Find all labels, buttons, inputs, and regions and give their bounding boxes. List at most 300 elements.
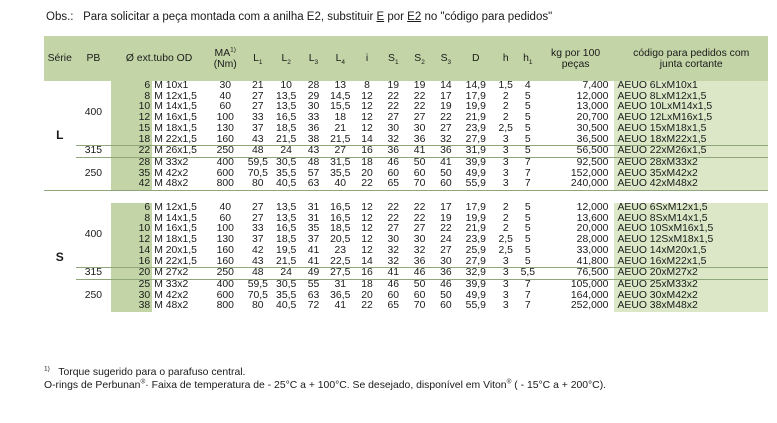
cell-s3: 22	[440, 112, 452, 124]
cell-s1: 27	[387, 112, 400, 124]
cell-ma: 600	[216, 289, 234, 301]
cell-i: 12	[361, 90, 373, 102]
footnote-1-text: Torque sugerido para o parafuso central.	[58, 367, 246, 378]
footnote-2-b: · Faixa de temperatura de - 25°C a + 100°C. Se desejado, disponível em Viton	[145, 380, 507, 391]
cell-l2: 40,5	[276, 300, 297, 312]
col-h1-sub: 1	[528, 59, 533, 67]
cell-h: 3	[493, 268, 519, 280]
col-l3-sub: 3	[314, 59, 319, 67]
cell-l4: 31,5	[327, 157, 354, 168]
pb-cell: 400	[84, 106, 103, 118]
cell-d: 32,9	[459, 268, 493, 280]
pb-cell: 315	[76, 146, 112, 158]
cell-od: 30	[111, 291, 152, 302]
cell-kg: 36,500	[576, 133, 609, 145]
cell-s3: 60	[440, 300, 452, 312]
col-h1-label: h	[523, 53, 529, 64]
cell-i: 12	[361, 202, 373, 214]
cell-l4: 27	[327, 146, 354, 158]
cell-code: AEUO 6LxM10x1	[614, 81, 768, 92]
cell-l1: 48	[244, 146, 272, 158]
table-body	[44, 81, 768, 312]
cell-i: 12	[361, 234, 373, 246]
cell-s2: 30	[413, 122, 426, 134]
cell-i: 12	[361, 223, 373, 235]
footnote-2-reg2: ®	[506, 378, 512, 386]
cell-g: M 16x1,5	[154, 112, 197, 124]
col-h1	[519, 36, 537, 81]
cell-g: M 48x2	[154, 178, 189, 190]
cell-l4: 18,5	[330, 223, 351, 235]
cell-d: 21,9	[465, 112, 486, 124]
cell-d: 39,9	[459, 279, 493, 290]
cell-od: 10	[111, 102, 152, 113]
footnote-2-a: O-rings de Perbunan	[44, 380, 141, 391]
col-s3-label: S	[440, 53, 448, 64]
cell-i: 12	[361, 112, 373, 124]
cell-h1: 7	[524, 167, 531, 179]
cell-d: 19,9	[465, 212, 486, 224]
col-kg	[537, 36, 615, 81]
cell-d: 19,9	[465, 101, 486, 113]
cell-l2: 16,5	[276, 223, 297, 235]
cell-code: AEUO 25xM33x2	[614, 279, 768, 290]
col-s2	[406, 36, 432, 81]
cell-s3: 22	[440, 223, 452, 235]
cell-i: 12	[361, 122, 373, 134]
cell-kg: 7,400	[582, 80, 609, 91]
pb-cell: 250	[76, 279, 112, 312]
cell-l1: 59,5	[244, 279, 272, 290]
cell-s2: 32	[413, 244, 426, 256]
cell-l2: 13,5	[276, 212, 297, 224]
cell-l2: 18,5	[276, 234, 297, 246]
cell-l3: 31	[307, 212, 320, 224]
cell-i: 18	[354, 279, 380, 290]
cell-l1: 80	[252, 300, 264, 312]
cell-kg: 56,500	[537, 146, 615, 158]
cell-s3: 24	[440, 234, 452, 246]
footnote-1-marker: 1)	[44, 365, 50, 373]
cell-kg: 12,000	[576, 90, 609, 102]
cell-d: 14,9	[465, 80, 486, 91]
cell-d: 17,9	[465, 90, 486, 102]
cell-d: 21,9	[465, 223, 486, 235]
cell-l2: 24	[272, 268, 300, 280]
cell-ma: 160	[216, 133, 234, 145]
cell-g: M 20x1,5	[154, 244, 197, 256]
obs-prefix: Obs.:	[46, 11, 74, 23]
cell-l2: 13,5	[276, 202, 297, 214]
cell-s1: 60	[387, 167, 400, 179]
cell-l1: 37	[252, 234, 264, 246]
cell-l2: 30,5	[272, 279, 300, 290]
cell-l1: 80	[252, 178, 264, 190]
cell-l3: 36	[307, 122, 320, 134]
cell-od: 35	[111, 169, 152, 180]
cell-kg: 41,800	[576, 255, 609, 267]
obs-text-1: Para solicitar a peça montada com a anilha E2, substituir	[83, 11, 377, 23]
cell-s2: 22	[413, 101, 426, 113]
cell-l4: 36,5	[330, 289, 351, 301]
cell-l1: 37	[252, 122, 264, 134]
cell-g: M 12x1,5	[154, 202, 197, 214]
cell-od: 42	[111, 179, 152, 190]
cell-h: 1,5	[498, 80, 513, 91]
col-pb: PB	[76, 36, 112, 81]
cell-i: 22	[361, 300, 373, 312]
cell-code: AEUO 22xM26x1,5	[614, 146, 768, 158]
cell-s2: 70	[413, 300, 426, 312]
col-h: h	[493, 36, 519, 81]
cell-l1: 43	[252, 255, 264, 267]
col-s3-sub: 3	[447, 59, 452, 67]
cell-d: 31,9	[459, 146, 493, 158]
cell-code: AEUO 12LxM16x1,5	[614, 113, 768, 124]
table-row	[44, 157, 768, 168]
col-l4-label: L	[335, 53, 342, 64]
cell-kg: 240,000	[570, 178, 609, 190]
col-l2	[272, 36, 300, 81]
col-ma-unit: (Nm)	[213, 58, 237, 70]
cell-s3: 30	[440, 255, 452, 267]
cell-l3: 63	[307, 289, 320, 301]
cell-od: 28	[111, 157, 152, 168]
cell-l2: 24	[272, 146, 300, 158]
cell-g: M 16x1,5	[154, 223, 197, 235]
obs-text-3: no "código para pedidos"	[421, 11, 553, 23]
cell-l3: 48	[300, 157, 326, 168]
cell-l3: 29	[307, 90, 320, 102]
cell-d: 17,9	[465, 202, 486, 214]
cell-l3: 28	[307, 80, 320, 91]
cell-g: M 10x1	[154, 80, 189, 91]
cell-s2: 27	[413, 223, 426, 235]
cell-h: 3	[493, 157, 519, 168]
cell-l4: 23	[334, 244, 347, 256]
cell-s2: 36	[413, 255, 426, 267]
footnote-2-reg: ®	[140, 378, 146, 386]
cell-od: 25	[111, 279, 152, 290]
cell-s2: 46	[406, 268, 432, 280]
cell-h1: 5	[524, 122, 531, 134]
cell-s1: 46	[380, 157, 406, 168]
table-row	[44, 124, 768, 135]
cell-g: M 26x1,5	[152, 146, 207, 158]
col-s1-sub: 1	[394, 59, 399, 67]
cell-h1: 5	[524, 90, 531, 102]
cell-l2: 18,5	[276, 122, 297, 134]
cell-ma: 30	[219, 80, 232, 91]
cell-od: 6	[111, 81, 152, 92]
cell-od: 6	[111, 203, 152, 214]
cell-d: 25,9	[465, 244, 486, 256]
cell-l1: 42	[252, 244, 264, 256]
footnote-2-c: ( - 15°C a + 200°C).	[511, 380, 607, 391]
cell-od: 18	[111, 135, 152, 146]
cell-h1: 5	[524, 202, 531, 214]
cell-s3: 41	[433, 157, 459, 168]
cell-code: AEUO 12SxM18x1,5	[614, 235, 768, 246]
cell-h1: 5,5	[520, 267, 536, 279]
cell-h1: 7	[524, 289, 531, 301]
col-ma	[207, 36, 244, 81]
cell-ma: 250	[207, 146, 244, 158]
cell-code: AEUO 28xM33x2	[614, 157, 768, 168]
cell-g: M 14x1,5	[154, 101, 197, 113]
cell-l1: 70,5	[247, 167, 268, 179]
cell-ma: 160	[216, 244, 234, 256]
cell-s3: 32	[440, 133, 452, 145]
cell-h: 3	[502, 167, 509, 179]
cell-ma: 100	[216, 112, 234, 124]
cell-d: 39,9	[459, 157, 493, 168]
cell-i: 22	[361, 178, 373, 190]
cell-kg: 105,000	[537, 279, 615, 290]
cell-code: AEUO 30xM42x2	[614, 291, 768, 302]
cell-l3: 63	[307, 178, 320, 190]
cell-s1: 30	[387, 122, 400, 134]
col-d: D	[459, 36, 493, 81]
cell-kg: 152,000	[570, 167, 609, 179]
col-s3	[433, 36, 459, 81]
cell-h1: 7	[524, 300, 531, 312]
cell-l4: 14,5	[330, 90, 351, 102]
cell-l4: 15,5	[330, 101, 351, 113]
cell-l1: 27	[252, 202, 264, 214]
cell-h: 2	[502, 90, 509, 102]
cell-kg: 252,000	[570, 300, 609, 312]
cell-kg: 92,500	[537, 157, 615, 168]
cell-s1: 60	[387, 289, 400, 301]
cell-od: 15	[111, 124, 152, 135]
cell-g: M 22x1,5	[154, 133, 197, 145]
table-row	[44, 146, 768, 158]
col-code-label: código para pedidos com junta cortante	[633, 47, 750, 70]
cell-s3: 19	[440, 212, 452, 224]
cell-l2: 21,5	[276, 255, 297, 267]
cell-s3: 17	[440, 90, 452, 102]
cell-od: 16	[111, 257, 152, 268]
cell-l3: 30	[307, 101, 320, 113]
cell-ma: 800	[216, 300, 234, 312]
cell-s3: 14	[440, 80, 452, 91]
cell-code: AEUO 10LxM14x1,5	[614, 102, 768, 113]
cell-h1: 5	[524, 255, 531, 267]
cell-i: 8	[364, 80, 370, 91]
cell-l3: 55	[300, 279, 326, 290]
cell-i: 12	[361, 244, 373, 256]
cell-s1: 22	[387, 90, 400, 102]
cell-l4: 16,5	[330, 212, 351, 224]
cell-od: 14	[111, 246, 152, 257]
cell-kg: 12,000	[576, 202, 609, 214]
cell-h1: 5	[524, 101, 531, 113]
cell-h: 2	[502, 212, 509, 224]
cell-l2: 35,5	[276, 289, 297, 301]
cell-d: 49,9	[465, 289, 486, 301]
col-l1-sub: 1	[258, 59, 263, 67]
cell-s2: 41	[406, 146, 432, 158]
cell-s3: 36	[433, 146, 459, 158]
cell-kg: 20,000	[576, 223, 609, 235]
cell-kg: 33,000	[576, 244, 609, 256]
table-row	[44, 279, 768, 290]
cell-h: 2,5	[498, 234, 513, 246]
cell-h: 3	[493, 279, 519, 290]
cell-l2: 35,5	[276, 167, 297, 179]
cell-l2: 30,5	[272, 157, 300, 168]
cell-l3: 41	[307, 244, 320, 256]
cell-l2: 16,5	[276, 112, 297, 124]
cell-l4: 16,5	[330, 202, 351, 214]
cell-g: M 42x2	[154, 167, 189, 179]
col-ma-label: MA	[214, 47, 231, 59]
cell-od: 38	[111, 301, 152, 312]
cell-s2: 70	[413, 178, 426, 190]
cell-h1: 5	[519, 146, 537, 158]
cell-h: 2,5	[498, 244, 513, 256]
cell-h: 2,5	[498, 122, 513, 134]
cell-h1: 5	[524, 112, 531, 124]
col-l1	[244, 36, 272, 81]
cell-ma: 60	[219, 212, 232, 224]
cell-i: 12	[361, 101, 373, 113]
cell-g: M 22x1,5	[154, 255, 197, 267]
cell-i: 20	[361, 289, 373, 301]
cell-code: AEUO 18xM22x1,5	[614, 135, 768, 146]
cell-l2: 19,5	[276, 244, 297, 256]
cell-h1: 4	[524, 80, 531, 91]
cell-s1: 32	[387, 133, 400, 145]
cell-s2: 60	[413, 289, 426, 301]
cell-kg: 28,000	[576, 234, 609, 246]
cell-code: AEUO 8SxM14x1,5	[614, 214, 768, 225]
cell-code: AEUO 38xM48x2	[614, 301, 768, 312]
cell-s1: 36	[380, 146, 406, 158]
cell-s1: 22	[387, 212, 400, 224]
cell-l3: 41	[307, 255, 320, 267]
cell-d: 23,9	[465, 122, 486, 134]
cell-h: 3	[493, 146, 519, 158]
table-row	[44, 301, 768, 312]
cell-l2: 40,5	[276, 178, 297, 190]
cell-s1: 46	[380, 279, 406, 290]
table-header	[44, 36, 768, 81]
cell-h: 2	[502, 101, 509, 113]
cell-code: AEUO 6SxM12x1,5	[614, 203, 768, 214]
col-code	[614, 36, 768, 81]
cell-g: M 12x1,5	[154, 90, 197, 102]
cell-g: M 18x1,5	[154, 234, 197, 246]
cell-l1: 48	[244, 268, 272, 280]
cell-h: 2	[502, 223, 509, 235]
cell-i: 14	[361, 255, 373, 267]
cell-h: 3	[502, 255, 509, 267]
obs-note	[46, 11, 552, 23]
cell-g: M 48x2	[154, 300, 189, 312]
cell-kg: 13,000	[576, 101, 609, 113]
cell-i: 12	[361, 212, 373, 224]
cell-l1: 43	[252, 133, 264, 145]
cell-ma: 40	[219, 202, 232, 214]
cell-s3: 60	[440, 178, 452, 190]
cell-h1: 7	[519, 157, 537, 168]
cell-l4: 21	[334, 122, 347, 134]
cell-s3: 27	[440, 244, 452, 256]
cell-l1: 27	[252, 101, 264, 113]
cell-g: M 18x1,5	[154, 122, 197, 134]
cell-s1: 32	[387, 255, 400, 267]
cell-h1: 5	[524, 133, 531, 145]
cell-s1: 22	[387, 202, 400, 214]
table-row	[44, 179, 768, 190]
col-l2-label: L	[281, 53, 288, 64]
cell-od: 20	[111, 268, 152, 280]
footnote-2	[44, 380, 606, 391]
col-l3	[300, 36, 326, 81]
cell-l4: 18	[334, 112, 347, 124]
footnote-1	[44, 367, 245, 378]
cell-s3: 27	[440, 122, 452, 134]
cell-l4: 35,5	[330, 167, 351, 179]
cell-s1: 65	[387, 300, 400, 312]
cell-ma: 250	[207, 268, 244, 280]
cell-h: 2	[502, 202, 509, 214]
pb-cell: 400	[84, 228, 103, 240]
cell-l3: 49	[300, 268, 326, 280]
cell-s3: 17	[440, 202, 452, 214]
cell-h: 3	[502, 289, 509, 301]
col-l2-sub: 2	[287, 59, 291, 67]
table-row	[44, 135, 768, 146]
cell-kg: 13,600	[576, 212, 609, 224]
cell-l4: 20,5	[330, 234, 351, 246]
cell-l1: 27	[252, 212, 264, 224]
cell-s2: 50	[406, 157, 432, 168]
cell-g: M 14x1,5	[154, 212, 197, 224]
cell-od: 12	[111, 235, 152, 246]
cell-h: 2	[502, 112, 509, 124]
cell-l3: 31	[307, 202, 320, 214]
col-s2-sub: 2	[421, 59, 425, 67]
cell-ma: 160	[216, 255, 234, 267]
cell-d: 27,9	[465, 255, 486, 267]
cell-code: AEUO 35xM42x2	[614, 169, 768, 180]
cell-s2: 27	[413, 112, 426, 124]
obs-e2: E2	[407, 11, 422, 23]
cell-kg: 30,500	[576, 122, 609, 134]
col-l1-label: L	[253, 53, 259, 64]
cell-s2: 30	[413, 234, 426, 246]
cell-ma: 130	[216, 234, 234, 246]
pb-cell: 315	[76, 268, 112, 280]
cell-l1: 70,5	[247, 289, 268, 301]
cell-h1: 5	[524, 234, 531, 246]
cell-h1: 5	[524, 244, 531, 256]
cell-s1: 30	[387, 234, 400, 246]
cell-s1: 22	[387, 101, 400, 113]
cell-i: 20	[361, 167, 373, 179]
table-row	[44, 246, 768, 257]
cell-l1: 27	[252, 90, 264, 102]
cell-g: M 33x2	[152, 157, 207, 168]
col-s1-label: S	[388, 53, 395, 64]
cell-l3: 35	[307, 223, 320, 235]
cell-l1: 33	[252, 112, 264, 124]
cell-s1: 65	[387, 178, 400, 190]
cell-l4: 40	[334, 178, 347, 190]
